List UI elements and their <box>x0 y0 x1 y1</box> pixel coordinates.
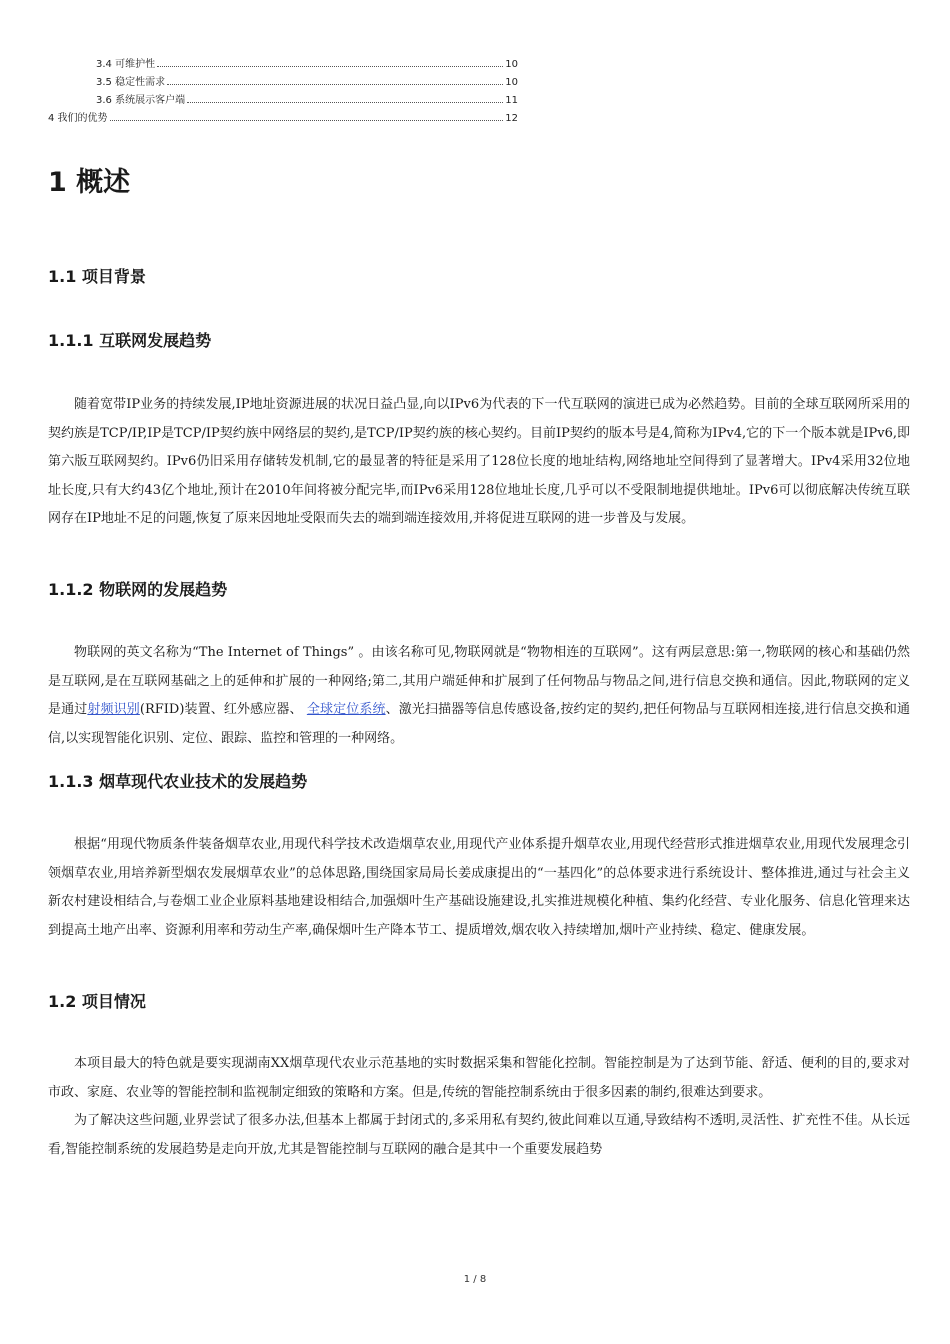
paragraph-text: (RFID)装置、红外感应器、 <box>139 702 307 717</box>
section-heading-1-1-2: 1.1.2 物联网的发展趋势 <box>48 580 228 599</box>
section-heading-1-1-3: 1.1.3 烟草现代农业技术的发展趋势 <box>48 772 308 791</box>
page-indicator: 1 / 8 <box>463 1274 487 1285</box>
toc-entry-page: 10 <box>505 59 518 70</box>
link-gps[interactable]: 全球定位系统 <box>306 702 386 717</box>
section-heading-1-1-1: 1.1.1 互联网发展趋势 <box>48 331 212 350</box>
toc-leader-dots <box>157 66 503 67</box>
link-rfid[interactable]: 射频识别 <box>87 702 140 717</box>
toc-entry-label: 3.6 系统展示客户端 <box>96 95 186 106</box>
chapter-title: 1 概述 <box>48 167 131 198</box>
toc-entry-page: 12 <box>505 113 518 124</box>
toc-entry[interactable] <box>48 74 518 92</box>
section-heading-1-1: 1.1 项目背景 <box>48 267 146 286</box>
section-heading-1-2: 1.2 项目情况 <box>48 992 146 1011</box>
toc-entry[interactable] <box>48 110 518 128</box>
table-of-contents <box>48 56 518 128</box>
paragraph-text: 物联网的英文名称为“The Internet of Things” 。由该名称可见,物联网就是“物物相连的互联网”。这有两层意思:第一,物联网的核心和基础仍然是互联网,是在互联网基础之上的延伸和扩展的一种网络;第二,其用户端延伸和扩展到了任何物品与物品之间,进行信息交换和通信。因此,物联网的定义是通过 <box>48 645 910 717</box>
toc-entry-page: 11 <box>505 95 518 106</box>
toc-leader-dots <box>167 84 503 85</box>
paragraph-project-2: 为了解决这些问题,业界尝试了很多办法,但基本上都属于封闭式的,多采用私有契约,彼此间难以互通,导致结构不透明,灵活性、扩充性不佳。从长远看,智能控制系统的发展趋势是走向开放,尤其是智能控制与互联网的融合是其中一个重要发展趋势 <box>48 1113 910 1157</box>
toc-entry-label: 4 我们的优势 <box>48 113 108 124</box>
toc-entry-label: 3.4 可维护性 <box>96 59 156 70</box>
toc-entry[interactable] <box>48 56 518 74</box>
toc-leader-dots <box>187 102 503 103</box>
paragraph-project-1: 本项目最大的特色就是要实现湖南XX烟草现代农业示范基地的实时数据采集和智能化控制。智能控制是为了达到节能、舒适、便利的目的,要求对市政、家庭、农业等的智能控制和监视制定细致的策略和方案。但是,传统的智能控制系统由于很多因素的制约,很难达到要求。 <box>48 1056 910 1100</box>
paragraph-internet-trend: 随着宽带IP业务的持续发展,IP地址资源进展的状况日益凸显,向以IPv6为代表的下一代互联网的演进已成为必然趋势。目前的全球互联网所采用的契约族是TCP/IP,IP是TCP/IP契约族中网络层的契约,是TCP/IP契约族的核心契约。目前IP契约的版本号是4,简称为IPv4,它的下一个版本就是IPv6,即第六版互联网契约。IPv6仍旧采用存储转发机制,它的最显著的特征是采用了128位长度的地址结构,网络地址空间得到了显著增大。IPv4采用32位地址长度,只有大约43亿个地址,预计在2010年间将被分配完毕,而IPv6采用128位地址长度,几乎可以不受限制地提供地址。IPv6可以彻底解决传统互联网存在IP地址不足的问题,恢复了原来因地址受限而失去的端到端连接效用,并将促进互联网的进一步普及与发展。 <box>48 397 910 526</box>
paragraph-tobacco-trend: 根据“用现代物质条件装备烟草农业,用现代科学技术改造烟草农业,用现代产业体系提升烟草农业,用现代经营形式推进烟草农业,用现代发展理念引领烟草农业,用培养新型烟农发展烟草农业”的总体思路,围绕国家局局长姜成康提出的“一基四化”的总体要求进行系统设计、整体推进,通过与社会主义新农村建设相结合,与卷烟工业企业原料基地建设相结合,加强烟叶生产基础设施建设,扎实推进规模化种植、集约化经营、专业化服务、信息化管理来达到提高土地产出率、资源利用率和劳动生产率,确保烟叶生产降本节工、提质增效,烟农收入持续增加,烟叶产业持续、稳定、健康发展。 <box>48 837 910 938</box>
toc-leader-dots <box>110 120 504 121</box>
paragraph-text: 、激光扫描器等信息传感设备,按约定的契约,把任何物品与互联网相连接,进行信息交换和通信,以实现智能化识别、定位、跟踪、监控和管理的一种网络。 <box>48 702 910 746</box>
toc-entry-label: 3.5 稳定性需求 <box>96 77 166 88</box>
toc-entry-page: 10 <box>505 77 518 88</box>
paragraph-iot-trend <box>48 639 910 753</box>
toc-entry[interactable] <box>48 92 518 110</box>
